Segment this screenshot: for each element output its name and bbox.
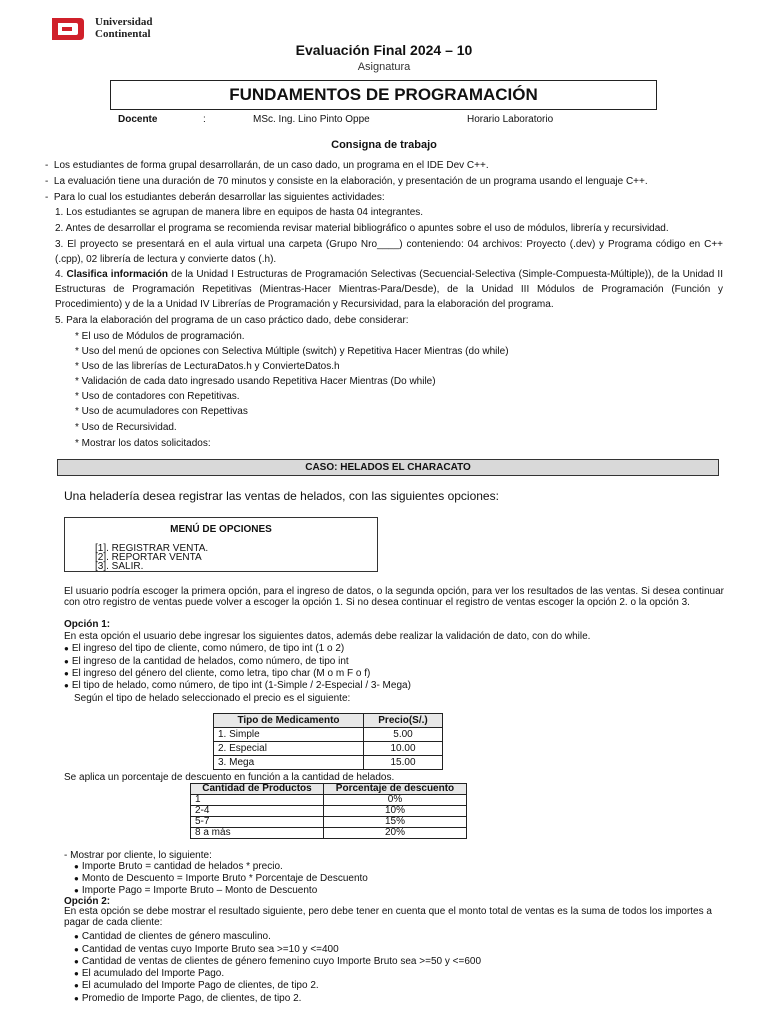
table-row: 3. Mega 15.00 <box>214 756 443 770</box>
option2-bullet: ● Cantidad de ventas de clientes de género femenino cuyo Importe Bruto sea >=50 y <=600 <box>74 955 481 968</box>
consideration-item: * Validación de cada dato ingresado usando Repetitiva Hacer Mientras (Do while) <box>75 376 436 387</box>
numbered-item-2: 2. Antes de desarrollar el programa se recomienda revisar material bibliográfico o apuntes sobre el uso de módulos, librería y recursividad. <box>55 223 669 234</box>
discount-table <box>190 783 467 839</box>
consideration-item: * Uso de contadores con Repetitivas. <box>75 391 240 402</box>
option1-price-note: Según el tipo de helado seleccionado el precio es el siguiente: <box>74 693 351 704</box>
option1-bullet: ● El ingreso de la cantidad de helados, como número, de tipo int <box>64 655 349 668</box>
consideration-item: * Uso de las librerías de LecturaDatos.h y ConvierteDatos.h <box>75 361 340 372</box>
numbered-item-5: 5. Para la elaboración del programa de un caso práctico dado, debe considerar: <box>55 315 409 326</box>
menu-title: MENÚ DE OPCIONES <box>170 524 272 535</box>
numbered-item-3: 3. El proyecto se presentará en el aula virtual una carpeta (Grupo Nro____) conteniendo: 04 archivos: Proyecto (.dev) y Programa código en C++ (.cpp), 02 librería de lectura y convierte datos (.h). <box>55 239 723 265</box>
show-item: ● Monto de Descuento = Importe Bruto * Porcentaje de Descuento <box>74 872 368 885</box>
instruction-dash-2: - La evaluación tiene una duración de 70 minutos y consiste en la elaboración, y presentación de un programa usando el lenguaje C++. <box>45 176 648 187</box>
course-title: FUNDAMENTOS DE PROGRAMACIÓN <box>110 80 657 110</box>
option1-intro: En esta opción el usuario debe ingresar los siguientes datos, además debe realizar la validación de dato, con do while. <box>64 631 591 642</box>
asignatura-label: Asignatura <box>357 61 411 73</box>
option1-bullet: ● El ingreso del tipo de cliente, como número, de tipo int (1 o 2) <box>64 642 344 655</box>
table-row: 5-7 15% <box>191 817 467 828</box>
option1-title: Opción 1: <box>64 619 111 630</box>
university-logo-icon <box>50 14 86 44</box>
docente-label: Docente <box>118 114 158 125</box>
price-table-header: Tipo de Medicamento <box>214 714 364 728</box>
docente-name: MSc. Ing. Lino Pinto Oppe <box>253 114 370 125</box>
menu-box <box>64 517 378 572</box>
option2-bullet: ● Promedio de Importe Pago, de clientes, de tipo 2. <box>74 992 301 1005</box>
case-intro: Una heladería desea registrar las ventas de helados, con las siguientes opciones: <box>64 489 499 503</box>
discount-note: Se aplica un porcentaje de descuento en función a la cantidad de helados. <box>64 772 395 783</box>
case-paragraph: El usuario podría escoger la primera opción, para el ingreso de datos, o la segunda opción, para ver los resultados de las ventas. Si desea continuar con otro registro de ventas puede volver a escoger la opción 1. Si no desea continuar el registro de ventas escoger la opción 2. o la opción 3. <box>64 586 724 608</box>
table-row: 2-4 10% <box>191 806 467 817</box>
option2-intro: En esta opción se debe mostrar el resultado siguiente, pero debe tener en cuenta que el monto total de ventas es la suma de todos los importes a pagar de cada cliente: <box>64 906 712 928</box>
table-row: 1. Simple 5.00 <box>214 728 443 742</box>
menu-item: [1]. REGISTRAR VENTA. <box>95 543 209 554</box>
option1-bullet: ● El tipo de helado, como número, de tipo int (1-Simple / 2-Especial / 3- Mega) <box>64 679 411 692</box>
discount-table-header: Cantidad de Productos <box>191 784 324 795</box>
consideration-item: * Uso del menú de opciones con Selectiva Múltiple (switch) y Repetitiva Hacer Mientras (do while) <box>75 346 509 357</box>
evaluation-title: Evaluación Final 2024 – 10 <box>295 42 473 58</box>
table-row: 8 a más 20% <box>191 828 467 839</box>
option2-bullet: ● El acumulado del Importe Pago. <box>74 967 224 980</box>
instruction-dash-3: - Para lo cual los estudiantes deberán desarrollar las siguientes actividades: <box>45 192 385 203</box>
option2-title: Opción 2: <box>64 896 111 907</box>
docente-colon: : <box>203 114 206 125</box>
discount-table-header: Porcentaje de descuento <box>323 784 466 795</box>
numbered-item-4: 4. Clasifica información de la Unidad I Estructuras de Programación Selectivas (Secuencial-Selectiva (Simple-Compuesta-Múltiple)), de la Unidad II Estructuras de Programación Repetitivas (Mientras-Hacer Mientras-Para/Desde), de la Unidad III Módulos de Programación (Función y Procedimiento) y de la a Unidad IV Librerías de Programación y Recursividad, para la elaboración del programa. <box>55 269 723 310</box>
option2-bullet: ● El acumulado del Importe Pago de clientes, de tipo 2. <box>74 979 319 992</box>
case-title-bar: CASO: HELADOS EL CHARACATO <box>57 459 719 476</box>
horario-label: Horario Laboratorio <box>467 114 554 125</box>
price-table-header: Precio(S/.) <box>364 714 443 728</box>
numbered-item-1: 1. Los estudiantes se agrupan de manera libre en equipos de hasta 04 integrantes. <box>55 207 424 218</box>
option2-bullet: ● Cantidad de ventas cuyo Importe Bruto sea >=10 y <=400 <box>74 943 339 956</box>
option1-bullet: ● El ingreso del género del cliente, como letra, tipo char (M o m F o f) <box>64 667 370 680</box>
consideration-item: * Mostrar los datos solicitados: <box>75 438 211 449</box>
table-row: 1 0% <box>191 795 467 806</box>
consideration-item: * Uso de acumuladores con Repettivas <box>75 406 248 417</box>
menu-item: [2]. REPORTAR VENTA <box>95 552 202 563</box>
instruction-dash-1: - Los estudiantes de forma grupal desarrollarán, de un caso dado, un programa en el IDE Dev C++. <box>45 160 489 171</box>
show-title: - Mostrar por cliente, lo siguiente: <box>64 850 212 861</box>
option2-bullet: ● Cantidad de clientes de género masculino. <box>74 930 271 943</box>
consigna-heading: Consigna de trabajo <box>331 139 437 151</box>
table-row: 2. Especial 10.00 <box>214 742 443 756</box>
menu-item: [3]. SALIR. <box>95 561 144 572</box>
show-item: ● Importe Pago = Importe Bruto – Monto de Descuento <box>74 884 317 897</box>
price-table <box>213 713 443 770</box>
university-name: Universidad Continental <box>95 16 153 40</box>
consideration-item: * Uso de Recursividad. <box>75 422 177 433</box>
show-item: ● Importe Bruto = cantidad de helados * precio. <box>74 860 283 873</box>
consideration-item: * El uso de Módulos de programación. <box>75 331 245 342</box>
